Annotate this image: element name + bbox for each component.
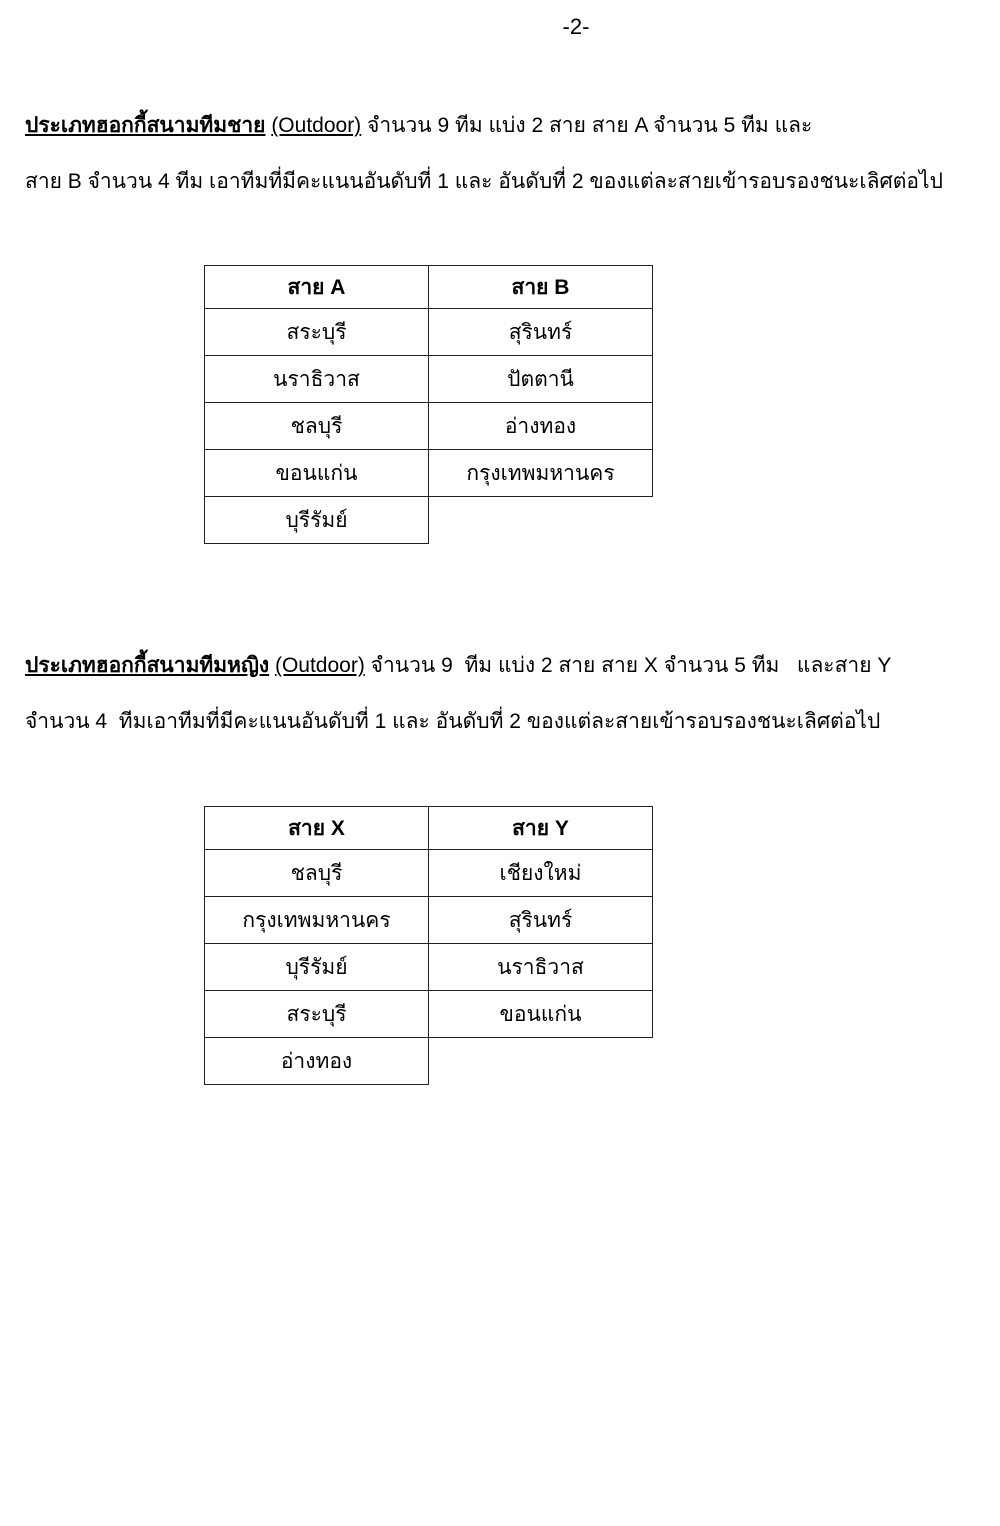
table-cell: ปัตตานี — [429, 356, 653, 403]
table-cell: บุรีรัมย์ — [205, 944, 429, 991]
table-cell: กรุงเทพมหานคร — [429, 450, 653, 497]
table-row — [205, 356, 653, 403]
men-description — [25, 98, 985, 210]
header-group-y: สาย Y — [429, 807, 653, 850]
page-number: -2- — [562, 14, 590, 39]
table-cell: ขอนแก่น — [429, 991, 653, 1038]
men-description-text-1: จำนวน 9 ทีม แบ่ง 2 สาย สาย A จำนวน 5 ทีม และ — [361, 114, 813, 137]
table-cell: ชลบุรี — [205, 403, 429, 450]
women-groups-table — [204, 806, 653, 1085]
table-cell: นราธิวาส — [429, 944, 653, 991]
men-groups-table — [204, 265, 653, 544]
table-cell: อ่างทอง — [429, 403, 653, 450]
table-row — [205, 944, 653, 991]
table-cell: เชียงใหม่ — [429, 850, 653, 897]
table-cell: บุรีรัมย์ — [205, 497, 429, 544]
header-group-x: สาย X — [205, 807, 429, 850]
table-row — [205, 991, 653, 1038]
table-row — [205, 403, 653, 450]
table-cell: อ่างทอง — [205, 1038, 429, 1085]
table-cell-empty — [429, 497, 653, 544]
women-description — [25, 638, 985, 750]
header-group-a: สาย A — [205, 266, 429, 309]
table-cell: ขอนแก่น — [205, 450, 429, 497]
men-description-line-1 — [25, 98, 985, 154]
women-section-title: ประเภทฮอกกี้สนามทีมหญิง — [25, 654, 270, 677]
table-row — [205, 897, 653, 944]
table-cell: กรุงเทพมหานคร — [205, 897, 429, 944]
table-row — [205, 1038, 653, 1085]
women-description-text-1: จำนวน 9 ทีม แบ่ง 2 สาย สาย X จำนวน 5 ทีม และสาย Y — [364, 654, 892, 677]
table-cell: สระบุรี — [205, 309, 429, 356]
table-row — [205, 497, 653, 544]
men-description-line-2: สาย B จำนวน 4 ทีม เอาทีมที่มีคะแนนอันดับที่ 1 และ อันดับที่ 2 ของแต่ละสายเข้ารอบรองชนะเลิศต่อไป — [25, 170, 943, 193]
women-section-title-en: (Outdoor) — [274, 654, 365, 677]
table-header-row — [205, 266, 653, 309]
table-cell: สุรินทร์ — [429, 309, 653, 356]
table-header-row — [205, 807, 653, 850]
table-cell-empty — [429, 1038, 653, 1085]
table-row — [205, 450, 653, 497]
table-row — [205, 850, 653, 897]
men-section-title-en: (Outdoor) — [271, 114, 362, 137]
women-description-line-2: จำนวน 4 ทีมเอาทีมที่มีคะแนนอันดับที่ 1 และ อันดับที่ 2 ของแต่ละสายเข้ารอบรองชนะเลิศต่อไป — [25, 710, 881, 733]
women-description-line-1 — [25, 638, 985, 694]
table-cell: นราธิวาส — [205, 356, 429, 403]
table-cell: ชลบุรี — [205, 850, 429, 897]
table-cell: สระบุรี — [205, 991, 429, 1038]
men-section-title: ประเภทฮอกกี้สนามทีมชาย — [25, 114, 266, 137]
table-row — [205, 309, 653, 356]
table-cell: สุรินทร์ — [429, 897, 653, 944]
header-group-b: สาย B — [429, 266, 653, 309]
